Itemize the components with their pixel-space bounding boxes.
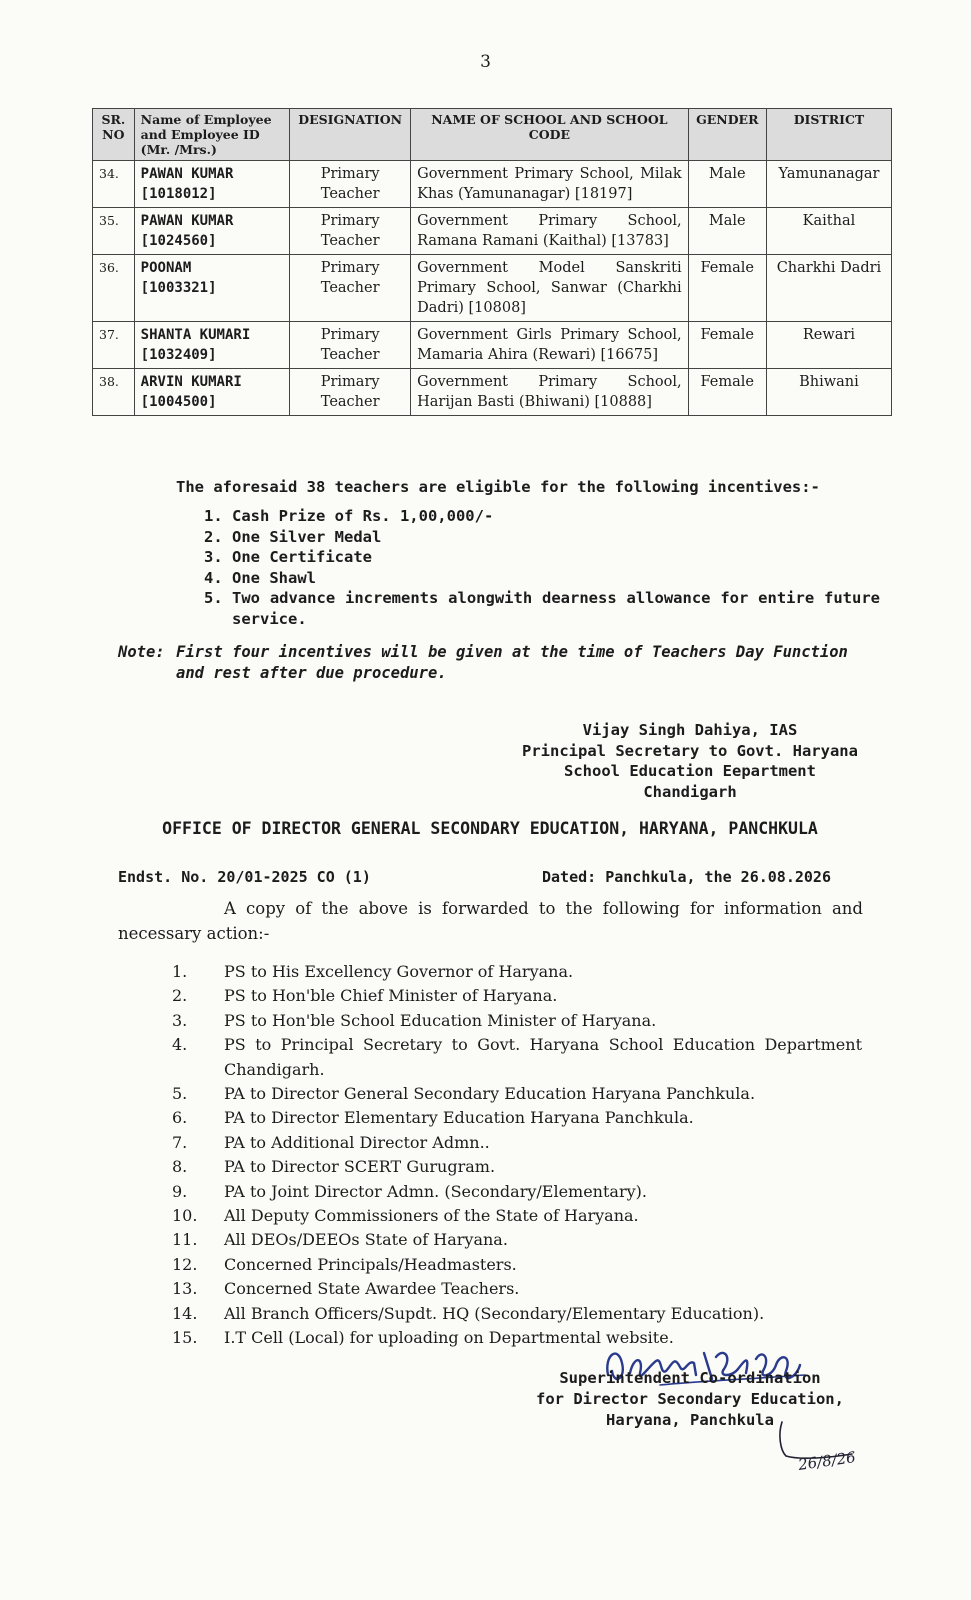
cell-sr: 34. bbox=[93, 161, 135, 208]
employee-name: POONAM bbox=[140, 260, 192, 276]
signatory-title: Principal Secretary to Govt. Haryana bbox=[522, 741, 858, 760]
employee-name: SHANTA KUMARI bbox=[140, 327, 251, 343]
employee-id: [1003321] bbox=[140, 280, 217, 296]
item-text: PS to Principal Secretary to Govt. Haryana School Education Department Chandigarh. bbox=[224, 1035, 862, 1079]
table-row bbox=[93, 161, 892, 208]
item-number: 3. bbox=[172, 1010, 188, 1030]
table-header-row bbox=[93, 109, 892, 161]
cell-sr: 38. bbox=[93, 369, 135, 416]
cell-school: Government Model Sanskriti Primary School, Sanwar (Charkhi Dadri) [10808] bbox=[411, 255, 689, 322]
item-text: PS to His Excellency Governor of Haryana. bbox=[224, 962, 574, 981]
list-item bbox=[172, 1302, 862, 1326]
item-number: 5. bbox=[204, 589, 223, 607]
item-text: Concerned State Awardee Teachers. bbox=[224, 1279, 520, 1299]
item-number: 9. bbox=[172, 1181, 188, 1201]
item-number: 4. bbox=[204, 568, 223, 587]
item-text: PA to Director Elementary Education Haryana Panchkula. bbox=[224, 1108, 694, 1128]
list-item bbox=[172, 960, 862, 984]
cell-district: Bhiwani bbox=[766, 369, 891, 416]
cell-gender: Female bbox=[688, 369, 766, 416]
cell-name bbox=[134, 369, 290, 416]
page-number: 3 bbox=[480, 52, 491, 72]
cell-name bbox=[134, 208, 290, 255]
cell-school: Government Primary School, Harijan Basti (Bhiwani) [10888] bbox=[411, 369, 689, 416]
cell-designation: Primary Teacher bbox=[290, 208, 411, 255]
superintendent-line-1: Superintendent Co-ordination bbox=[559, 1369, 821, 1387]
superintendent-line-3: Haryana, Panchkula bbox=[606, 1411, 774, 1429]
cell-school: Government Primary School, Milak Khas (Yamunanagar) [18197] bbox=[411, 161, 689, 208]
cell-sr: 35. bbox=[93, 208, 135, 255]
list-item bbox=[172, 1033, 862, 1082]
item-text: PA to Director General Secondary Education Haryana Panchkula. bbox=[224, 1084, 756, 1104]
item-text: PA to Director SCERT Gurugram. bbox=[224, 1157, 496, 1177]
table-row bbox=[93, 322, 892, 369]
item-text: I.T Cell (Local) for uploading on Departmental website. bbox=[224, 1328, 674, 1348]
employee-name: ARVIN KUMARI bbox=[140, 374, 242, 390]
list-item bbox=[204, 588, 880, 629]
list-item bbox=[204, 568, 880, 589]
employee-name: PAWAN KUMAR bbox=[140, 166, 234, 182]
cell-sr: 37. bbox=[93, 322, 135, 369]
incentives-list bbox=[204, 506, 880, 629]
cell-sr: 36. bbox=[93, 255, 135, 322]
employee-id: [1018012] bbox=[140, 186, 217, 202]
handwritten-date: 26/8/26 bbox=[797, 1448, 857, 1474]
list-item bbox=[204, 506, 880, 527]
office-heading: OFFICE OF DIRECTOR GENERAL SECONDARY EDUCATION, HARYANA, PANCHKULA bbox=[162, 819, 818, 838]
list-item bbox=[204, 547, 880, 568]
employee-id: [1004500] bbox=[140, 394, 217, 410]
item-text: One Silver Medal bbox=[232, 527, 382, 546]
list-item bbox=[172, 1180, 862, 1204]
item-text: PS to Hon'ble Chief Minister of Haryana. bbox=[224, 986, 558, 1006]
table-row bbox=[93, 255, 892, 322]
cell-gender: Female bbox=[688, 255, 766, 322]
item-number: 5. bbox=[172, 1084, 188, 1104]
item-number: 11. bbox=[172, 1230, 198, 1250]
item-number: 12. bbox=[172, 1254, 198, 1274]
list-item bbox=[172, 1204, 862, 1228]
cell-designation: Primary Teacher bbox=[290, 322, 411, 369]
item-number: 10. bbox=[172, 1206, 198, 1226]
cell-name bbox=[134, 255, 290, 322]
list-item bbox=[172, 1155, 862, 1179]
employee-id: [1032409] bbox=[140, 347, 217, 363]
list-item bbox=[172, 1277, 862, 1301]
cell-district: Yamunanagar bbox=[766, 161, 891, 208]
item-number: 15. bbox=[172, 1328, 198, 1348]
copy-to-list bbox=[172, 960, 862, 1351]
note bbox=[118, 642, 878, 684]
item-number: 4. bbox=[172, 1035, 188, 1055]
item-text: Cash Prize of Rs. 1,00,000/- bbox=[232, 507, 494, 525]
cell-district: Kaithal bbox=[766, 208, 891, 255]
cell-designation: Primary Teacher bbox=[290, 255, 411, 322]
item-number: 1. bbox=[204, 507, 223, 525]
item-number: 2. bbox=[172, 986, 188, 1006]
cell-school: Government Girls Primary School, Mamaria Ahira (Rewari) [16675] bbox=[411, 322, 689, 369]
item-number: 6. bbox=[172, 1108, 188, 1128]
item-number: 13. bbox=[172, 1279, 198, 1299]
endorsement-date: Dated: Panchkula, the 26.08.2026 bbox=[542, 868, 831, 886]
table-row bbox=[93, 208, 892, 255]
signatory-department: School Education Eepartment bbox=[564, 762, 816, 780]
list-item bbox=[204, 527, 880, 548]
item-number: 8. bbox=[172, 1157, 188, 1177]
cell-gender: Male bbox=[688, 208, 766, 255]
header-gender: GENDER bbox=[688, 109, 766, 161]
superintendent-line-2: for Director Secondary Education, bbox=[536, 1390, 844, 1408]
item-text: One Shawl bbox=[232, 568, 316, 587]
incentives-intro: The aforesaid 38 teachers are eligible for the following incentives:- bbox=[176, 478, 820, 496]
item-number: 7. bbox=[172, 1132, 188, 1152]
signatory-name: Vijay Singh Dahiya, IAS bbox=[582, 721, 798, 739]
cell-gender: Male bbox=[688, 161, 766, 208]
item-text: All Branch Officers/Supdt. HQ (Secondary/Elementary Education). bbox=[224, 1303, 765, 1323]
header-school: NAME OF SCHOOL AND SCHOOL CODE bbox=[411, 109, 689, 161]
item-text: All Deputy Commissioners of the State of Haryana. bbox=[224, 1206, 639, 1226]
table-row bbox=[93, 369, 892, 416]
signatory-place: Chandigarh bbox=[643, 782, 737, 801]
item-text: PS to Hon'ble School Education Minister of Haryana. bbox=[224, 1010, 657, 1030]
list-item bbox=[172, 1082, 862, 1106]
list-item bbox=[172, 1253, 862, 1277]
header-designation: DESIGNATION bbox=[290, 109, 411, 161]
cell-designation: Primary Teacher bbox=[290, 369, 411, 416]
employee-id: [1024560] bbox=[140, 233, 217, 249]
cell-gender: Female bbox=[688, 322, 766, 369]
list-item bbox=[172, 1106, 862, 1130]
endorsement-number: Endst. No. 20/01-2025 CO (1) bbox=[118, 868, 371, 886]
employee-name: PAWAN KUMAR bbox=[140, 213, 234, 229]
cell-designation: Primary Teacher bbox=[290, 161, 411, 208]
cell-school: Government Primary School, Ramana Ramani (Kaithal) [13783] bbox=[411, 208, 689, 255]
header-employee-name: Name of Employee and Employee ID (Mr. /Mrs.) bbox=[134, 109, 290, 161]
cell-district: Charkhi Dadri bbox=[766, 255, 891, 322]
item-number: 14. bbox=[172, 1303, 198, 1323]
cell-name bbox=[134, 161, 290, 208]
list-item bbox=[172, 984, 862, 1008]
item-number: 1. bbox=[172, 962, 188, 981]
list-item bbox=[172, 1009, 862, 1033]
signatory-block bbox=[500, 720, 880, 802]
note-text: First four incentives will be given at the time of Teachers Day Function and rest after due procedure. bbox=[176, 643, 848, 682]
cell-district: Rewari bbox=[766, 322, 891, 369]
item-text: Concerned Principals/Headmasters. bbox=[224, 1254, 517, 1274]
forward-text: A copy of the above is forwarded to the following for information and necessary action:- bbox=[118, 899, 863, 943]
item-text: All DEOs/DEEOs State of Haryana. bbox=[224, 1230, 508, 1250]
list-item bbox=[172, 1131, 862, 1155]
awardee-table bbox=[92, 108, 892, 416]
item-number: 3. bbox=[204, 548, 223, 566]
cell-name bbox=[134, 322, 290, 369]
list-item bbox=[172, 1228, 862, 1252]
note-label: Note: bbox=[118, 643, 165, 661]
header-district: DISTRICT bbox=[766, 109, 891, 161]
item-text: PA to Additional Director Admn.. bbox=[224, 1132, 490, 1152]
item-number: 2. bbox=[204, 527, 223, 546]
item-text: PA to Joint Director Admn. (Secondary/Elementary). bbox=[224, 1181, 647, 1201]
item-text: Two advance increments alongwith dearness allowance for entire future service. bbox=[232, 589, 880, 628]
header-sr-no: SR. NO bbox=[93, 109, 135, 161]
item-text: One Certificate bbox=[232, 548, 372, 566]
